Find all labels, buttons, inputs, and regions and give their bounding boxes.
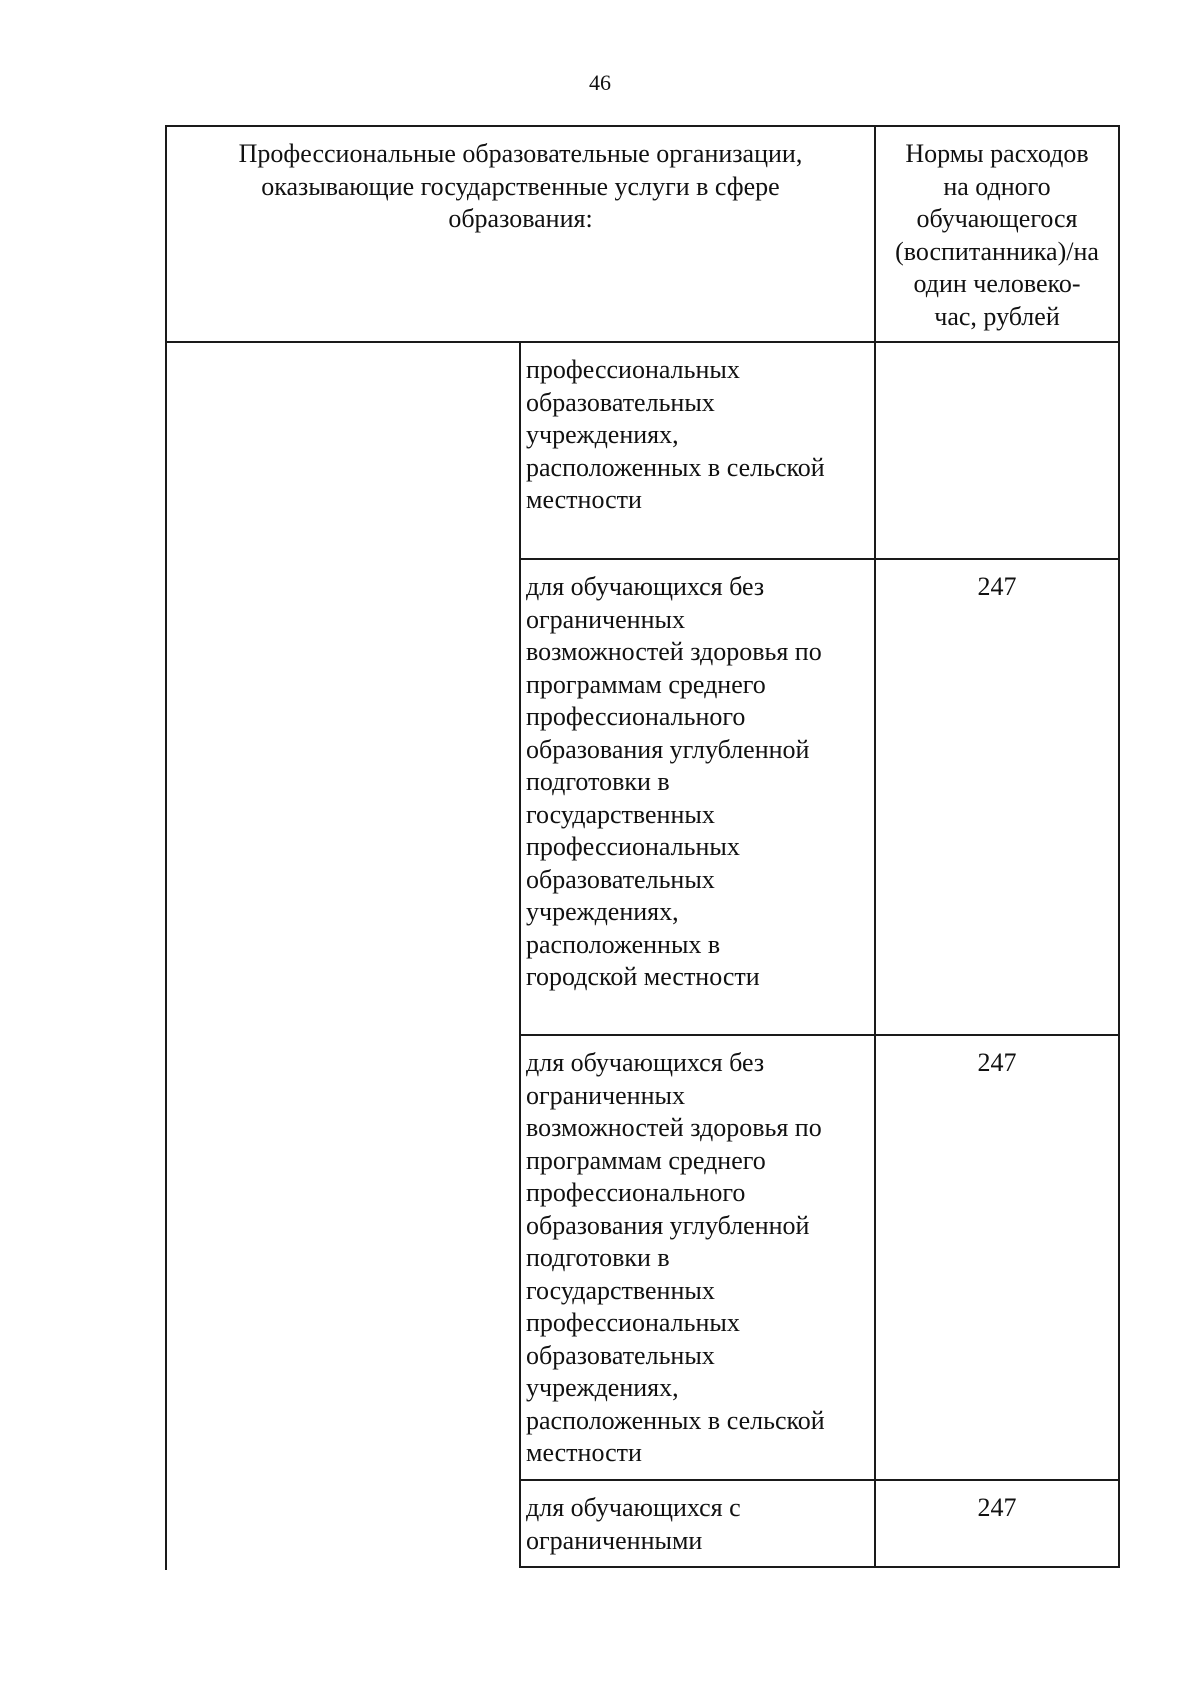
row-divider-1 bbox=[519, 558, 1120, 560]
table-row-3-description: для обучающихся без ограниченных возможностей здоровья по программам среднего профессионального образования углубленной подготовки в государственных профессиональных образовательных учреждениях, расположенных в сельской местности bbox=[526, 1048, 825, 1467]
column-divider-subcategory bbox=[519, 341, 521, 1568]
page-number: 46 bbox=[589, 70, 611, 95]
header-norms: Нормы расходов на одного обучающегося (воспитанника)/на один человеко- час, рублей bbox=[895, 139, 1099, 331]
table-row-3-value: 247 bbox=[977, 1048, 1017, 1077]
row-divider-3 bbox=[519, 1479, 1120, 1481]
table-row-2-value: 247 bbox=[977, 572, 1017, 601]
table-row-4-value: 247 bbox=[977, 1493, 1017, 1522]
table-row-1-description: профессиональных образовательных учреждениях, расположенных в сельской местности bbox=[526, 355, 825, 514]
header-divider bbox=[165, 341, 1120, 343]
table-border-bottom-partial bbox=[519, 1566, 1120, 1568]
table-row-4-description: для обучающихся с ограниченными bbox=[526, 1493, 741, 1555]
row-divider-2 bbox=[519, 1034, 1120, 1036]
table-border-top bbox=[165, 125, 1120, 127]
table-row-2-description: для обучающихся без ограниченных возможностей здоровья по программам среднего профессионального образования углубленной подготовки в государственных профессиональных образовательных учреждениях, расположенных в городской местности bbox=[526, 572, 822, 991]
header-organizations: Профессиональные образовательные организации, оказывающие государственные услуги в сфере образования: bbox=[238, 139, 803, 233]
